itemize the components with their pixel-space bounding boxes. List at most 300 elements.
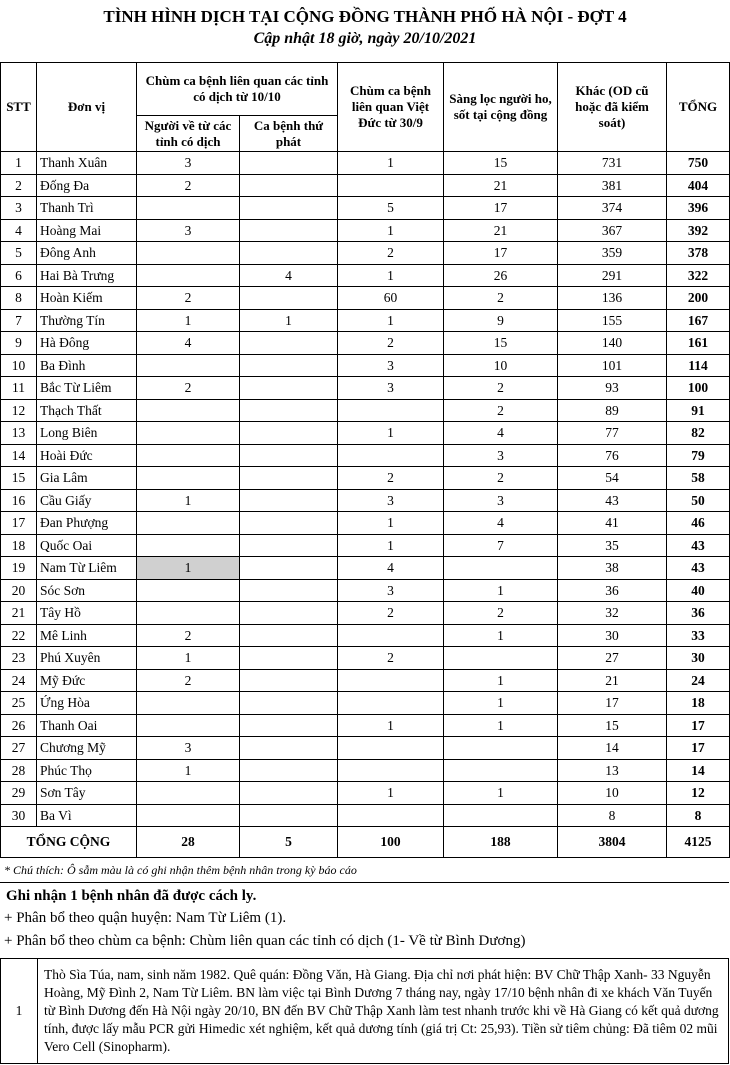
row-viet-duc: 2 — [338, 602, 444, 625]
row-tong: 79 — [667, 444, 730, 467]
row-sang-loc: 3 — [444, 444, 558, 467]
row-nguoi-ve — [137, 512, 240, 535]
row-stt: 7 — [1, 309, 37, 332]
row-district-name: Thường Tín — [37, 309, 137, 332]
row-district-name: Ba Vì — [37, 804, 137, 827]
row-khac: 36 — [558, 579, 667, 602]
row-stt: 6 — [1, 264, 37, 287]
report-subtitle: Cập nhật 18 giờ, ngày 20/10/2021 — [253, 30, 477, 47]
row-tong: 114 — [667, 354, 730, 377]
row-district-name: Hoàn Kiếm — [37, 287, 137, 310]
row-ca-thu-phat — [240, 602, 338, 625]
row-stt: 18 — [1, 534, 37, 557]
table-row — [1, 579, 730, 602]
row-viet-duc — [338, 399, 444, 422]
row-tong: 14 — [667, 759, 730, 782]
row-stt: 20 — [1, 579, 37, 602]
report-title: TÌNH HÌNH DỊCH TẠI CỘNG ĐỒNG THÀNH PHỐ HÀ NỘI - ĐỢT 4 — [103, 7, 627, 26]
row-district-name: Sơn Tây — [37, 782, 137, 805]
patient-detail-table — [0, 958, 729, 1064]
row-nguoi-ve: 3 — [137, 737, 240, 760]
report-header — [0, 0, 730, 53]
row-khac: 38 — [558, 557, 667, 580]
row-khac: 374 — [558, 197, 667, 220]
table-row — [1, 219, 730, 242]
row-khac: 8 — [558, 804, 667, 827]
row-ca-thu-phat: 4 — [240, 264, 338, 287]
total-tong: 4125 — [667, 827, 730, 858]
row-stt: 4 — [1, 219, 37, 242]
row-ca-thu-phat — [240, 399, 338, 422]
row-nguoi-ve — [137, 714, 240, 737]
row-ca-thu-phat — [240, 579, 338, 602]
table-row — [1, 152, 730, 175]
row-viet-duc: 4 — [338, 557, 444, 580]
row-khac: 30 — [558, 624, 667, 647]
district-cases-table — [0, 62, 730, 858]
row-viet-duc: 1 — [338, 422, 444, 445]
row-khac: 27 — [558, 647, 667, 670]
row-district-name: Sóc Sơn — [37, 579, 137, 602]
row-district-name: Thạch Thất — [37, 399, 137, 422]
row-stt: 3 — [1, 197, 37, 220]
row-tong: 12 — [667, 782, 730, 805]
row-khac: 155 — [558, 309, 667, 332]
total-nguoi-ve: 28 — [137, 827, 240, 858]
row-stt: 19 — [1, 557, 37, 580]
total-viet-duc: 100 — [338, 827, 444, 858]
row-khac: 32 — [558, 602, 667, 625]
row-viet-duc — [338, 737, 444, 760]
row-sang-loc: 1 — [444, 624, 558, 647]
row-stt: 25 — [1, 692, 37, 715]
row-tong: 404 — [667, 174, 730, 197]
table-row — [1, 512, 730, 535]
row-viet-duc — [338, 804, 444, 827]
row-sang-loc: 26 — [444, 264, 558, 287]
row-nguoi-ve — [137, 354, 240, 377]
row-khac: 381 — [558, 174, 667, 197]
row-khac: 140 — [558, 332, 667, 355]
row-district-name: Đông Anh — [37, 242, 137, 265]
row-nguoi-ve — [137, 692, 240, 715]
row-nguoi-ve — [137, 242, 240, 265]
row-nguoi-ve: 1 — [137, 647, 240, 670]
row-district-name: Ba Đình — [37, 354, 137, 377]
total-row — [1, 827, 730, 858]
row-nguoi-ve — [137, 782, 240, 805]
table-row — [1, 624, 730, 647]
row-stt: 11 — [1, 377, 37, 400]
row-khac: 76 — [558, 444, 667, 467]
row-ca-thu-phat — [240, 467, 338, 490]
row-tong: 396 — [667, 197, 730, 220]
row-khac: 54 — [558, 467, 667, 490]
row-district-name: Thanh Trì — [37, 197, 137, 220]
row-sang-loc: 15 — [444, 332, 558, 355]
table-row — [1, 422, 730, 445]
total-ca-thu-phat: 5 — [240, 827, 338, 858]
row-stt: 22 — [1, 624, 37, 647]
table-row — [1, 467, 730, 490]
row-sang-loc: 7 — [444, 534, 558, 557]
row-stt: 29 — [1, 782, 37, 805]
table-row — [1, 399, 730, 422]
row-nguoi-ve — [137, 804, 240, 827]
row-sang-loc: 15 — [444, 152, 558, 175]
table-row — [1, 377, 730, 400]
row-tong: 100 — [667, 377, 730, 400]
row-sang-loc: 2 — [444, 467, 558, 490]
row-district-name: Phúc Thọ — [37, 759, 137, 782]
row-district-name: Thanh Xuân — [37, 152, 137, 175]
row-tong: 161 — [667, 332, 730, 355]
row-ca-thu-phat — [240, 669, 338, 692]
row-stt: 26 — [1, 714, 37, 737]
row-sang-loc — [444, 647, 558, 670]
row-nguoi-ve: 1 — [137, 759, 240, 782]
row-tong: 18 — [667, 692, 730, 715]
row-sang-loc: 4 — [444, 422, 558, 445]
row-stt: 21 — [1, 602, 37, 625]
row-district-name: Quốc Oai — [37, 534, 137, 557]
row-sang-loc: 9 — [444, 309, 558, 332]
row-nguoi-ve — [137, 264, 240, 287]
row-sang-loc: 2 — [444, 602, 558, 625]
row-ca-thu-phat: 1 — [240, 309, 338, 332]
row-stt: 1 — [1, 152, 37, 175]
row-district-name: Hoàng Mai — [37, 219, 137, 242]
row-nguoi-ve — [137, 467, 240, 490]
row-district-name: Chương Mỹ — [37, 737, 137, 760]
row-ca-thu-phat — [240, 714, 338, 737]
row-viet-duc: 2 — [338, 242, 444, 265]
row-khac: 89 — [558, 399, 667, 422]
row-ca-thu-phat — [240, 332, 338, 355]
row-district-name: Mê Linh — [37, 624, 137, 647]
table-row — [1, 759, 730, 782]
row-viet-duc: 1 — [338, 309, 444, 332]
total-label: TỔNG CỘNG — [1, 827, 137, 858]
row-viet-duc: 1 — [338, 219, 444, 242]
row-stt: 17 — [1, 512, 37, 535]
row-sang-loc: 1 — [444, 669, 558, 692]
row-ca-thu-phat — [240, 219, 338, 242]
patient-description: Thò Sìa Túa, nam, sinh năm 1982. Quê quán: Đồng Văn, Hà Giang. Địa chỉ nơi phát hiện: BV Chữ Thập Xanh- 33 Nguyễn Hoàng, Mỹ Đình 2, Nam Từ Liêm. BN làm việc tại Bình Dương 7 tháng nay, ngày 17/10 bệnh nhân đi xe khách Văn Tuyến từ Bình Dương đến Hà Nội ngày 20/10, BN đến BV Chữ Thập Xanh làm test nhanh trước khi về Hà Giang có kết quả dương tính, được lấy mẫu PCR gửi Himedic xét nghiệm, kết quả dương tính (giá trị Ct: 25,93). Tiền sử tiêm chủng: Đã tiêm 02 mũi Vero Cell (Sinopharm). — [38, 959, 729, 1064]
row-district-name: Hai Bà Trưng — [37, 264, 137, 287]
row-ca-thu-phat — [240, 534, 338, 557]
header-tong: TỔNG — [667, 63, 730, 152]
row-ca-thu-phat — [240, 174, 338, 197]
row-tong: 24 — [667, 669, 730, 692]
table-row — [1, 174, 730, 197]
row-viet-duc: 2 — [338, 467, 444, 490]
row-nguoi-ve — [137, 444, 240, 467]
row-tong: 30 — [667, 647, 730, 670]
row-stt: 24 — [1, 669, 37, 692]
row-ca-thu-phat — [240, 152, 338, 175]
header-stt: STT — [1, 63, 37, 152]
row-viet-duc — [338, 624, 444, 647]
header-group-10-10: Chùm ca bệnh liên quan các tỉnh có dịch từ 10/10 — [137, 63, 338, 116]
row-sang-loc: 1 — [444, 692, 558, 715]
table-row — [1, 782, 730, 805]
row-district-name: Mỹ Đức — [37, 669, 137, 692]
row-viet-duc — [338, 444, 444, 467]
row-nguoi-ve: 1 — [137, 557, 240, 580]
row-tong: 43 — [667, 534, 730, 557]
row-nguoi-ve — [137, 579, 240, 602]
row-nguoi-ve: 1 — [137, 489, 240, 512]
row-sang-loc — [444, 759, 558, 782]
row-stt: 12 — [1, 399, 37, 422]
row-stt: 30 — [1, 804, 37, 827]
row-tong: 167 — [667, 309, 730, 332]
row-khac: 93 — [558, 377, 667, 400]
header-nguoi-ve: Người về từ các tỉnh có dịch — [137, 116, 240, 152]
row-khac: 43 — [558, 489, 667, 512]
district-rows — [1, 152, 730, 827]
row-district-name: Gia Lâm — [37, 467, 137, 490]
row-viet-duc: 60 — [338, 287, 444, 310]
table-row — [1, 804, 730, 827]
row-ca-thu-phat — [240, 287, 338, 310]
row-tong: 322 — [667, 264, 730, 287]
row-nguoi-ve — [137, 197, 240, 220]
row-viet-duc: 3 — [338, 489, 444, 512]
row-sang-loc: 1 — [444, 714, 558, 737]
row-district-name: Thanh Oai — [37, 714, 137, 737]
row-viet-duc: 2 — [338, 647, 444, 670]
row-ca-thu-phat — [240, 354, 338, 377]
footnote: * Chú thích: Ô sẫm màu là có ghi nhận thêm bệnh nhân trong kỳ báo cáo — [4, 863, 357, 877]
row-nguoi-ve: 3 — [137, 152, 240, 175]
total-sang-loc: 188 — [444, 827, 558, 858]
row-district-name: Đan Phượng — [37, 512, 137, 535]
row-viet-duc: 5 — [338, 197, 444, 220]
row-stt: 27 — [1, 737, 37, 760]
row-sang-loc: 17 — [444, 197, 558, 220]
row-ca-thu-phat — [240, 377, 338, 400]
row-district-name: Ứng Hòa — [37, 692, 137, 715]
row-stt: 5 — [1, 242, 37, 265]
row-viet-duc: 1 — [338, 534, 444, 557]
row-sang-loc: 2 — [444, 399, 558, 422]
row-district-name: Long Biên — [37, 422, 137, 445]
row-sang-loc: 3 — [444, 489, 558, 512]
row-tong: 392 — [667, 219, 730, 242]
row-ca-thu-phat — [240, 624, 338, 647]
row-nguoi-ve: 2 — [137, 287, 240, 310]
table-row — [1, 714, 730, 737]
row-khac: 41 — [558, 512, 667, 535]
row-sang-loc: 17 — [444, 242, 558, 265]
row-nguoi-ve — [137, 602, 240, 625]
summary-by-cluster: + Phân bổ theo chùm ca bệnh: Chùm liên quan các tỉnh có dịch (1- Về từ Bình Dương) — [4, 933, 526, 949]
row-district-name: Cầu Giấy — [37, 489, 137, 512]
row-sang-loc: 2 — [444, 377, 558, 400]
row-khac: 13 — [558, 759, 667, 782]
row-ca-thu-phat — [240, 737, 338, 760]
row-khac: 291 — [558, 264, 667, 287]
row-stt: 15 — [1, 467, 37, 490]
row-nguoi-ve — [137, 534, 240, 557]
row-ca-thu-phat — [240, 759, 338, 782]
row-sang-loc — [444, 737, 558, 760]
row-khac: 136 — [558, 287, 667, 310]
row-district-name: Hoài Đức — [37, 444, 137, 467]
row-viet-duc — [338, 759, 444, 782]
row-viet-duc — [338, 669, 444, 692]
row-nguoi-ve — [137, 399, 240, 422]
row-nguoi-ve: 2 — [137, 174, 240, 197]
row-stt: 9 — [1, 332, 37, 355]
table-row — [1, 444, 730, 467]
row-khac: 14 — [558, 737, 667, 760]
row-khac: 21 — [558, 669, 667, 692]
row-stt: 16 — [1, 489, 37, 512]
row-viet-duc: 1 — [338, 714, 444, 737]
table-row — [1, 557, 730, 580]
table-row — [1, 287, 730, 310]
row-tong: 200 — [667, 287, 730, 310]
row-sang-loc: 1 — [444, 782, 558, 805]
row-sang-loc: 2 — [444, 287, 558, 310]
table-row — [1, 242, 730, 265]
row-tong: 46 — [667, 512, 730, 535]
row-nguoi-ve: 1 — [137, 309, 240, 332]
row-stt: 10 — [1, 354, 37, 377]
row-district-name: Đống Đa — [37, 174, 137, 197]
row-khac: 17 — [558, 692, 667, 715]
row-tong: 33 — [667, 624, 730, 647]
row-tong: 82 — [667, 422, 730, 445]
table-row — [1, 534, 730, 557]
row-viet-duc: 1 — [338, 782, 444, 805]
row-tong: 17 — [667, 714, 730, 737]
row-nguoi-ve — [137, 422, 240, 445]
table-row — [1, 489, 730, 512]
row-nguoi-ve: 3 — [137, 219, 240, 242]
row-ca-thu-phat — [240, 804, 338, 827]
row-viet-duc — [338, 692, 444, 715]
row-tong: 43 — [667, 557, 730, 580]
header-viet-duc: Chùm ca bệnh liên quan Việt Đức từ 30/9 — [338, 63, 444, 152]
row-viet-duc: 3 — [338, 579, 444, 602]
summary-by-district: + Phân bổ theo quận huyện: Nam Từ Liêm (1). — [4, 910, 287, 926]
table-row — [1, 669, 730, 692]
row-stt: 28 — [1, 759, 37, 782]
row-ca-thu-phat — [240, 512, 338, 535]
header-ca-thu-phat: Ca bệnh thứ phát — [240, 116, 338, 152]
row-nguoi-ve: 2 — [137, 624, 240, 647]
row-district-name: Phú Xuyên — [37, 647, 137, 670]
row-khac: 15 — [558, 714, 667, 737]
row-nguoi-ve: 4 — [137, 332, 240, 355]
patient-index: 1 — [1, 959, 38, 1064]
row-viet-duc: 3 — [338, 377, 444, 400]
total-khac: 3804 — [558, 827, 667, 858]
row-sang-loc: 21 — [444, 219, 558, 242]
row-ca-thu-phat — [240, 242, 338, 265]
row-khac: 359 — [558, 242, 667, 265]
row-khac: 10 — [558, 782, 667, 805]
row-stt: 2 — [1, 174, 37, 197]
row-sang-loc: 10 — [444, 354, 558, 377]
row-sang-loc — [444, 804, 558, 827]
row-tong: 17 — [667, 737, 730, 760]
row-ca-thu-phat — [240, 422, 338, 445]
table-row — [1, 737, 730, 760]
table-row — [1, 692, 730, 715]
row-tong: 91 — [667, 399, 730, 422]
row-viet-duc — [338, 174, 444, 197]
summary-headline: Ghi nhận 1 bệnh nhân đã được cách ly. — [6, 888, 257, 904]
row-khac: 731 — [558, 152, 667, 175]
row-viet-duc: 1 — [338, 512, 444, 535]
header-sang-loc: Sàng lọc người ho, sốt tại cộng đồng — [444, 63, 558, 152]
row-sang-loc: 21 — [444, 174, 558, 197]
table-row — [1, 602, 730, 625]
row-viet-duc: 2 — [338, 332, 444, 355]
row-tong: 40 — [667, 579, 730, 602]
row-ca-thu-phat — [240, 197, 338, 220]
row-sang-loc: 4 — [444, 512, 558, 535]
table-row — [1, 197, 730, 220]
row-viet-duc: 1 — [338, 264, 444, 287]
row-khac: 101 — [558, 354, 667, 377]
row-nguoi-ve: 2 — [137, 377, 240, 400]
row-khac: 77 — [558, 422, 667, 445]
row-ca-thu-phat — [240, 647, 338, 670]
row-tong: 58 — [667, 467, 730, 490]
row-district-name: Tây Hồ — [37, 602, 137, 625]
row-ca-thu-phat — [240, 692, 338, 715]
row-sang-loc — [444, 557, 558, 580]
row-nguoi-ve: 2 — [137, 669, 240, 692]
divider — [0, 882, 729, 883]
row-tong: 36 — [667, 602, 730, 625]
row-ca-thu-phat — [240, 489, 338, 512]
header-khac: Khác (OD cũ hoặc đã kiểm soát) — [558, 63, 667, 152]
row-district-name: Nam Từ Liêm — [37, 557, 137, 580]
row-sang-loc: 1 — [444, 579, 558, 602]
row-tong: 378 — [667, 242, 730, 265]
table-row — [1, 332, 730, 355]
row-stt: 8 — [1, 287, 37, 310]
row-stt: 13 — [1, 422, 37, 445]
table-row — [1, 354, 730, 377]
header-don-vi: Đơn vị — [37, 63, 137, 152]
row-district-name: Bắc Từ Liêm — [37, 377, 137, 400]
row-tong: 50 — [667, 489, 730, 512]
table-row — [1, 309, 730, 332]
row-khac: 35 — [558, 534, 667, 557]
row-stt: 14 — [1, 444, 37, 467]
row-tong: 8 — [667, 804, 730, 827]
row-ca-thu-phat — [240, 444, 338, 467]
row-district-name: Hà Đông — [37, 332, 137, 355]
row-stt: 23 — [1, 647, 37, 670]
row-khac: 367 — [558, 219, 667, 242]
table-row — [1, 647, 730, 670]
row-ca-thu-phat — [240, 557, 338, 580]
row-tong: 750 — [667, 152, 730, 175]
row-viet-duc: 1 — [338, 152, 444, 175]
row-viet-duc: 3 — [338, 354, 444, 377]
row-ca-thu-phat — [240, 782, 338, 805]
table-row — [1, 264, 730, 287]
